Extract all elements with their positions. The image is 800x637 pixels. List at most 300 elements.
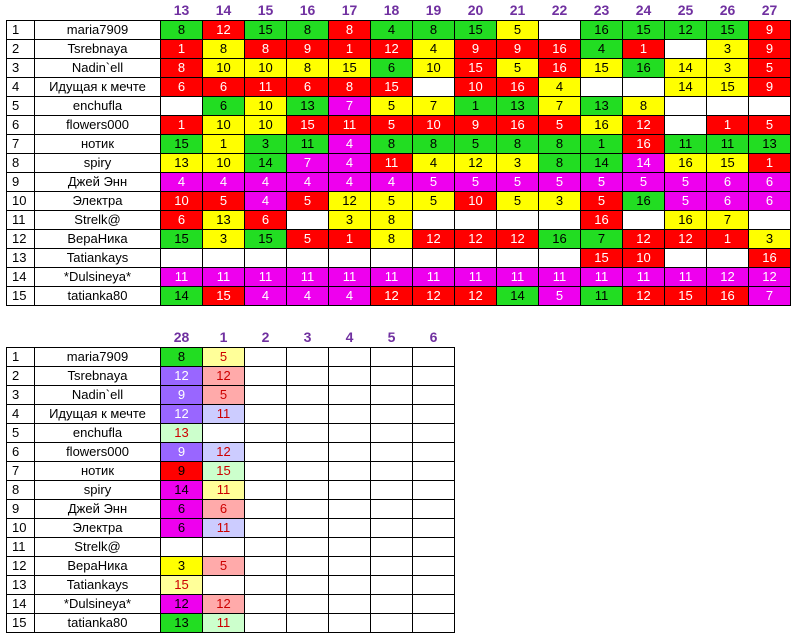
- score-cell: [455, 211, 497, 230]
- score-cell: 5: [539, 173, 581, 192]
- score-cell: 8: [539, 135, 581, 154]
- score-cell: [287, 367, 329, 386]
- row-number: 5: [7, 97, 35, 116]
- score-cell: 16: [581, 21, 623, 40]
- row-number: 10: [7, 519, 35, 538]
- score-cell: [749, 211, 791, 230]
- score-cell: 15: [287, 116, 329, 135]
- score-cell: [245, 424, 287, 443]
- table-row: [7, 135, 791, 154]
- day-header: 6: [429, 329, 438, 345]
- score-cell: 8: [623, 97, 665, 116]
- score-cell: 10: [245, 97, 287, 116]
- score-cell: 15: [707, 78, 749, 97]
- row-number: 13: [7, 576, 35, 595]
- score-cell: 9: [161, 386, 203, 405]
- score-cell: [329, 614, 371, 633]
- score-cell: 11: [245, 78, 287, 97]
- score-cell: [245, 443, 287, 462]
- score-cell: [329, 386, 371, 405]
- score-cell: 5: [581, 173, 623, 192]
- score-cell: 5: [287, 230, 329, 249]
- participant-name: enchufla: [35, 424, 161, 443]
- schedule-table-days-28-6: [6, 327, 455, 633]
- day-header: 14: [215, 2, 232, 18]
- day-header: 26: [719, 2, 736, 18]
- participant-name: maria7909: [35, 21, 161, 40]
- score-cell: 10: [455, 192, 497, 211]
- score-cell: [371, 614, 413, 633]
- score-cell: [287, 249, 329, 268]
- score-cell: 15: [371, 78, 413, 97]
- score-cell: 8: [329, 78, 371, 97]
- score-cell: [287, 500, 329, 519]
- score-cell: [623, 211, 665, 230]
- table-row: [7, 230, 791, 249]
- score-cell: [287, 576, 329, 595]
- table-row: [7, 614, 455, 633]
- table2-header: [7, 327, 455, 348]
- score-cell: [371, 443, 413, 462]
- score-cell: 5: [497, 59, 539, 78]
- score-cell: 6: [245, 211, 287, 230]
- score-cell: [371, 367, 413, 386]
- score-cell: [329, 595, 371, 614]
- score-cell: 11: [707, 135, 749, 154]
- score-cell: 4: [371, 173, 413, 192]
- score-cell: 10: [413, 116, 455, 135]
- score-cell: [245, 405, 287, 424]
- score-cell: 6: [371, 59, 413, 78]
- score-cell: 8: [287, 21, 329, 40]
- score-cell: 10: [203, 116, 245, 135]
- score-cell: [329, 557, 371, 576]
- score-cell: 11: [371, 154, 413, 173]
- score-cell: 1: [329, 230, 371, 249]
- row-number: 12: [7, 230, 35, 249]
- score-cell: 11: [329, 268, 371, 287]
- score-cell: [329, 576, 371, 595]
- score-cell: 8: [497, 135, 539, 154]
- table-row: [7, 500, 455, 519]
- score-cell: 11: [161, 268, 203, 287]
- score-cell: 16: [665, 154, 707, 173]
- score-cell: 10: [455, 78, 497, 97]
- score-cell: [581, 78, 623, 97]
- score-cell: 5: [455, 173, 497, 192]
- score-cell: 6: [749, 192, 791, 211]
- table-row: [7, 367, 455, 386]
- score-cell: [665, 249, 707, 268]
- score-cell: [245, 576, 287, 595]
- day-header: 24: [635, 2, 652, 18]
- table-row: [7, 576, 455, 595]
- score-cell: [287, 538, 329, 557]
- row-number: 1: [7, 348, 35, 367]
- score-cell: 6: [707, 173, 749, 192]
- score-cell: 6: [161, 211, 203, 230]
- score-cell: 16: [623, 135, 665, 154]
- score-cell: 16: [581, 211, 623, 230]
- participant-name: Nadin`ell: [35, 386, 161, 405]
- score-cell: [371, 481, 413, 500]
- score-cell: 1: [161, 116, 203, 135]
- score-cell: [203, 538, 245, 557]
- score-cell: 8: [161, 21, 203, 40]
- day-header: 20: [467, 2, 484, 18]
- participant-name: ВераНика: [35, 230, 161, 249]
- row-number: 8: [7, 481, 35, 500]
- score-cell: [329, 424, 371, 443]
- score-cell: 1: [329, 40, 371, 59]
- score-cell: 4: [203, 173, 245, 192]
- day-header: 22: [551, 2, 568, 18]
- table-row: [7, 348, 455, 367]
- table1-body: [7, 21, 791, 306]
- score-cell: [329, 481, 371, 500]
- score-cell: [245, 249, 287, 268]
- score-cell: 6: [161, 519, 203, 538]
- score-cell: 11: [539, 268, 581, 287]
- score-cell: [413, 405, 455, 424]
- score-cell: 15: [329, 59, 371, 78]
- score-cell: 4: [287, 287, 329, 306]
- score-cell: 12: [371, 287, 413, 306]
- score-cell: [245, 595, 287, 614]
- score-cell: 6: [161, 78, 203, 97]
- row-number: 1: [7, 21, 35, 40]
- table-row: [7, 443, 455, 462]
- row-number: 9: [7, 500, 35, 519]
- score-cell: 5: [455, 135, 497, 154]
- score-cell: [539, 21, 581, 40]
- score-cell: 11: [665, 268, 707, 287]
- participant-name: spiry: [35, 154, 161, 173]
- score-cell: [287, 614, 329, 633]
- score-cell: [413, 557, 455, 576]
- score-cell: [749, 97, 791, 116]
- table-row: [7, 116, 791, 135]
- score-cell: 5: [749, 116, 791, 135]
- score-cell: [413, 519, 455, 538]
- score-cell: 7: [413, 97, 455, 116]
- score-cell: 5: [497, 21, 539, 40]
- score-cell: [371, 424, 413, 443]
- row-number: 7: [7, 462, 35, 481]
- score-cell: [329, 367, 371, 386]
- score-cell: 4: [329, 135, 371, 154]
- score-cell: [245, 481, 287, 500]
- score-cell: 14: [665, 78, 707, 97]
- score-cell: 11: [203, 519, 245, 538]
- score-cell: 10: [161, 192, 203, 211]
- day-header: 18: [383, 2, 400, 18]
- score-cell: 16: [539, 59, 581, 78]
- score-cell: 7: [749, 287, 791, 306]
- score-cell: [413, 538, 455, 557]
- score-cell: [371, 348, 413, 367]
- score-cell: 15: [455, 59, 497, 78]
- score-cell: 16: [707, 287, 749, 306]
- score-cell: [413, 595, 455, 614]
- score-cell: 5: [665, 173, 707, 192]
- score-cell: 5: [203, 386, 245, 405]
- score-cell: 9: [455, 116, 497, 135]
- score-cell: 10: [203, 154, 245, 173]
- score-cell: 15: [203, 462, 245, 481]
- score-cell: 6: [203, 500, 245, 519]
- day-header: 13: [173, 2, 190, 18]
- day-header: 27: [761, 2, 778, 18]
- score-cell: [371, 519, 413, 538]
- score-cell: 5: [581, 192, 623, 211]
- participant-name: ВераНика: [35, 557, 161, 576]
- table-row: [7, 21, 791, 40]
- score-cell: 1: [581, 135, 623, 154]
- score-cell: 3: [329, 211, 371, 230]
- score-cell: [665, 97, 707, 116]
- day-header: 1: [219, 329, 228, 345]
- score-cell: 5: [497, 192, 539, 211]
- table-row: [7, 386, 455, 405]
- score-cell: 13: [203, 211, 245, 230]
- score-cell: 15: [245, 21, 287, 40]
- score-cell: 3: [161, 557, 203, 576]
- score-cell: 13: [161, 154, 203, 173]
- score-cell: 7: [329, 97, 371, 116]
- score-cell: 4: [581, 40, 623, 59]
- table-row: [7, 405, 455, 424]
- score-cell: 11: [581, 268, 623, 287]
- table1-header: [7, 0, 791, 21]
- participant-name: Идущая к мечте: [35, 78, 161, 97]
- row-number: 15: [7, 287, 35, 306]
- score-cell: [329, 249, 371, 268]
- score-cell: 16: [581, 116, 623, 135]
- score-cell: 4: [245, 287, 287, 306]
- score-cell: [539, 211, 581, 230]
- score-cell: 14: [497, 287, 539, 306]
- row-number: 2: [7, 40, 35, 59]
- score-cell: 5: [623, 173, 665, 192]
- score-cell: [287, 519, 329, 538]
- score-cell: 12: [455, 154, 497, 173]
- score-cell: 4: [539, 78, 581, 97]
- score-cell: 6: [287, 78, 329, 97]
- participant-name: Tsrebnaya: [35, 40, 161, 59]
- score-cell: 11: [287, 135, 329, 154]
- participant-name: Джей Энн: [35, 500, 161, 519]
- score-cell: 9: [749, 40, 791, 59]
- day-header: 16: [299, 2, 316, 18]
- score-cell: 11: [245, 268, 287, 287]
- score-cell: 3: [497, 154, 539, 173]
- score-cell: 12: [623, 230, 665, 249]
- score-cell: [287, 386, 329, 405]
- score-cell: 10: [203, 59, 245, 78]
- score-cell: 5: [749, 59, 791, 78]
- score-cell: 12: [497, 230, 539, 249]
- score-cell: [413, 386, 455, 405]
- score-cell: [245, 462, 287, 481]
- score-cell: [287, 462, 329, 481]
- table-row: [7, 173, 791, 192]
- score-cell: [287, 348, 329, 367]
- score-cell: [371, 538, 413, 557]
- day-header: 19: [425, 2, 442, 18]
- score-cell: [203, 249, 245, 268]
- score-cell: [413, 614, 455, 633]
- score-cell: 12: [371, 40, 413, 59]
- participant-name: flowers000: [35, 443, 161, 462]
- score-cell: [539, 249, 581, 268]
- row-number: 4: [7, 405, 35, 424]
- score-cell: 10: [245, 59, 287, 78]
- score-cell: 12: [203, 443, 245, 462]
- row-number: 2: [7, 367, 35, 386]
- score-cell: [287, 443, 329, 462]
- row-number: 13: [7, 249, 35, 268]
- score-cell: 16: [623, 59, 665, 78]
- score-cell: 1: [707, 230, 749, 249]
- score-cell: 5: [539, 116, 581, 135]
- score-cell: [287, 557, 329, 576]
- row-number: 11: [7, 211, 35, 230]
- score-cell: [413, 78, 455, 97]
- day-header: 2: [261, 329, 270, 345]
- score-cell: [665, 116, 707, 135]
- score-cell: 9: [161, 462, 203, 481]
- table-row: [7, 462, 455, 481]
- score-cell: [245, 348, 287, 367]
- score-cell: [161, 249, 203, 268]
- row-number: 10: [7, 192, 35, 211]
- participant-name: Tatiankays: [35, 576, 161, 595]
- score-cell: 4: [287, 173, 329, 192]
- score-cell: 9: [455, 40, 497, 59]
- day-header: 17: [341, 2, 358, 18]
- score-cell: [287, 405, 329, 424]
- score-cell: 1: [203, 135, 245, 154]
- table-row: [7, 519, 455, 538]
- score-cell: [623, 78, 665, 97]
- row-number: 8: [7, 154, 35, 173]
- score-cell: 1: [623, 40, 665, 59]
- score-cell: 9: [749, 78, 791, 97]
- participant-name: enchufla: [35, 97, 161, 116]
- score-cell: 8: [245, 40, 287, 59]
- score-cell: [707, 249, 749, 268]
- table-row: [7, 78, 791, 97]
- score-cell: 6: [707, 192, 749, 211]
- score-cell: 4: [245, 192, 287, 211]
- score-cell: 11: [203, 405, 245, 424]
- score-cell: 12: [203, 21, 245, 40]
- score-cell: 8: [371, 135, 413, 154]
- participant-name: нотик: [35, 135, 161, 154]
- score-cell: [329, 443, 371, 462]
- score-cell: 3: [245, 135, 287, 154]
- score-cell: 10: [623, 249, 665, 268]
- score-cell: 6: [203, 78, 245, 97]
- score-cell: 1: [707, 116, 749, 135]
- participant-name: tatianka80: [35, 614, 161, 633]
- score-cell: 13: [497, 97, 539, 116]
- score-cell: 5: [371, 116, 413, 135]
- participant-name: tatianka80: [35, 287, 161, 306]
- score-cell: [329, 519, 371, 538]
- score-cell: 15: [161, 135, 203, 154]
- score-cell: 3: [203, 230, 245, 249]
- score-cell: 14: [665, 59, 707, 78]
- score-cell: 5: [203, 348, 245, 367]
- score-cell: 4: [413, 154, 455, 173]
- participant-name: *Dulsineya*: [35, 268, 161, 287]
- score-cell: 13: [287, 97, 329, 116]
- day-header: 25: [677, 2, 694, 18]
- score-cell: 8: [161, 348, 203, 367]
- score-cell: 5: [665, 192, 707, 211]
- score-cell: 12: [203, 367, 245, 386]
- row-number: 11: [7, 538, 35, 557]
- score-cell: [371, 576, 413, 595]
- score-cell: 13: [749, 135, 791, 154]
- score-cell: [329, 538, 371, 557]
- score-cell: 7: [287, 154, 329, 173]
- table-row: [7, 557, 455, 576]
- score-cell: 12: [455, 287, 497, 306]
- score-cell: 4: [161, 173, 203, 192]
- score-cell: [203, 576, 245, 595]
- row-number: 9: [7, 173, 35, 192]
- score-cell: [371, 595, 413, 614]
- participant-name: Электра: [35, 192, 161, 211]
- score-cell: 12: [623, 287, 665, 306]
- score-cell: 5: [413, 192, 455, 211]
- score-cell: 9: [287, 40, 329, 59]
- score-cell: [245, 519, 287, 538]
- score-cell: 4: [329, 154, 371, 173]
- score-cell: [413, 249, 455, 268]
- score-cell: 14: [581, 154, 623, 173]
- score-cell: 8: [413, 21, 455, 40]
- score-cell: [371, 249, 413, 268]
- score-cell: 15: [623, 21, 665, 40]
- score-cell: 8: [371, 230, 413, 249]
- score-cell: 16: [623, 192, 665, 211]
- score-cell: 3: [707, 59, 749, 78]
- participant-name: нотик: [35, 462, 161, 481]
- score-cell: 11: [665, 135, 707, 154]
- participant-name: spiry: [35, 481, 161, 500]
- score-cell: 12: [413, 230, 455, 249]
- score-cell: 8: [203, 40, 245, 59]
- score-cell: 15: [455, 21, 497, 40]
- score-cell: [329, 462, 371, 481]
- score-cell: [287, 481, 329, 500]
- score-cell: 16: [539, 230, 581, 249]
- score-cell: 13: [161, 614, 203, 633]
- score-cell: [413, 481, 455, 500]
- score-cell: 8: [371, 211, 413, 230]
- score-cell: 6: [161, 500, 203, 519]
- score-cell: 12: [161, 595, 203, 614]
- score-cell: [413, 500, 455, 519]
- score-cell: 7: [539, 97, 581, 116]
- score-cell: 12: [161, 405, 203, 424]
- score-cell: 12: [161, 367, 203, 386]
- day-header: 5: [387, 329, 396, 345]
